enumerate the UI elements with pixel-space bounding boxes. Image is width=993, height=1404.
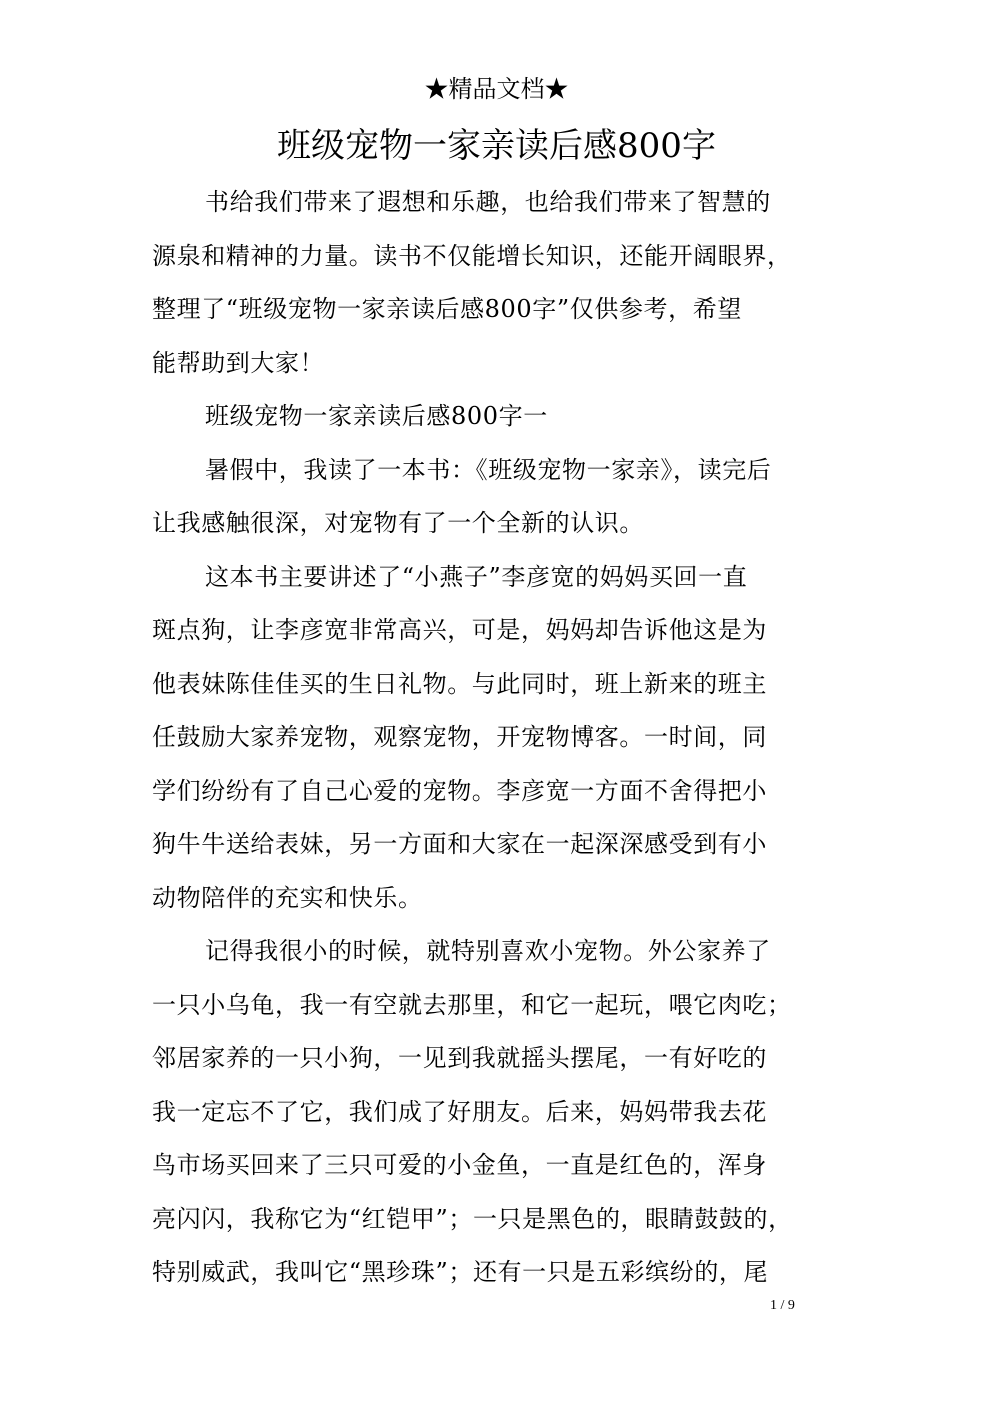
text-line: 让我感触很深，对宠物有了一个全新的认识。 xyxy=(152,509,644,537)
text-line: 记得我很小的时候，就特别喜欢小宠物。外公家养了 xyxy=(205,937,771,965)
page-number: 1 / 9 xyxy=(770,1298,795,1313)
text-line: 斑点狗，让李彦宽非常高兴，可是，妈妈却告诉他这是为 xyxy=(152,616,767,644)
text-line: 特别威武，我叫它“黑珍珠”；还有一只是五彩缤纷的，尾 xyxy=(152,1258,769,1286)
text-line: 能帮助到大家！ xyxy=(152,348,325,377)
text-line: 我一定忘不了它，我们成了好朋友。后来，妈妈带我去花 xyxy=(152,1097,767,1126)
text-line: 亮闪闪，我称它为“红铠甲”；一只是黑色的，眼睛鼓鼓的， xyxy=(152,1204,793,1233)
text-line: 任鼓励大家养宠物，观察宠物，开宠物博客。一时间，同 xyxy=(152,723,767,751)
text-line: 一只小乌龟，我一有空就去那里，和它一起玩，喂它肉吃； xyxy=(152,990,792,1019)
text-line: 暑假中，我读了一本书：《班级宠物一家亲》，读完后 xyxy=(205,455,772,484)
text-line: 邻居家养的一只小狗，一见到我就摇头摆尾，一有好吃的 xyxy=(152,1044,767,1072)
text-line: 书给我们带来了遐想和乐趣，也给我们带来了智慧的 xyxy=(205,188,771,216)
text-line: 狗牛牛送给表妹，另一方面和大家在一起深深感受到有小 xyxy=(152,830,767,858)
text-line: 学们纷纷有了自己心爱的宠物。李彦宽一方面不舍得把小 xyxy=(152,776,767,805)
text-line: 他表妹陈佳佳买的生日礼物。与此同时，班上新来的班主 xyxy=(152,669,767,698)
page-header: ★精品文档★ xyxy=(424,75,569,103)
text-line: 源泉和精神的力量。读书不仅能增长知识，还能开阔眼界， xyxy=(152,241,792,270)
section-heading: 班级宠物一家亲读后感800字一 xyxy=(205,402,548,430)
text-line: 这本书主要讲述了“小燕子”李彦宽的妈妈买回一直 xyxy=(205,562,748,591)
text-line: 动物陪伴的充实和快乐。 xyxy=(152,883,423,912)
text-line: 整理了“班级宠物一家亲读后感800字”仅供参考，希望 xyxy=(152,295,742,323)
document-body xyxy=(152,176,842,1300)
text-line: 鸟市场买回来了三只可爱的小金鱼，一直是红色的，浑身 xyxy=(152,1151,767,1179)
document-title: 班级宠物一家亲读后感800字 xyxy=(277,126,716,166)
